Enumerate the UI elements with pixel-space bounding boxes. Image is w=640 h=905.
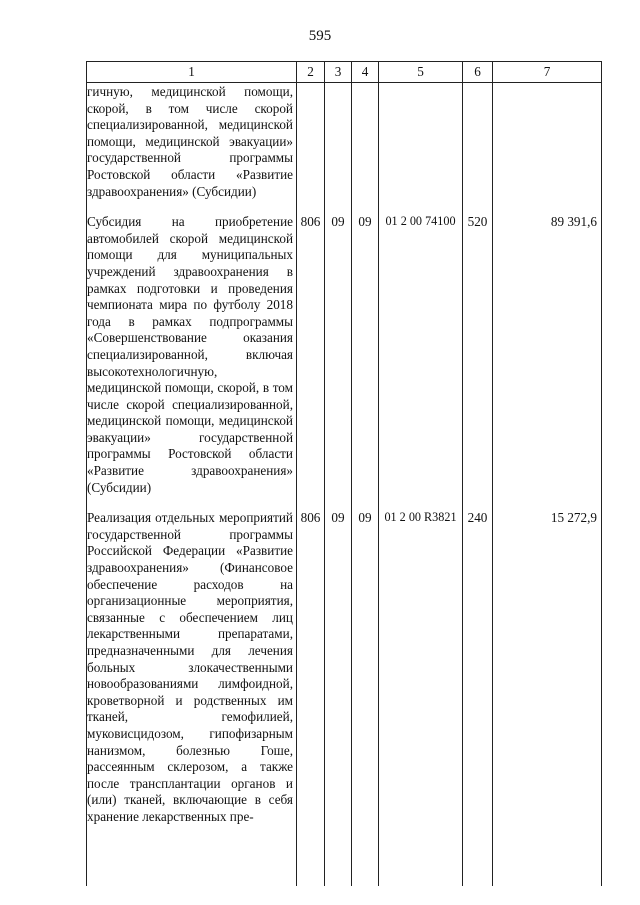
row-description: Субсидия на приобретение автомобилей скорой медицинской помощи для муниципальных учреждений здравоохранения в рамках подготовки и проведения чемпионата мира по футболу 2018 года в рамках подпрограммы «Совершенствование оказания специализированной, включая высокотехнологичную, медицинской помощи, скорой, в том числе скорой специализированной, медицинской помощи, медицинской эвакуации» государственной программы Ростовской области «Развитие здравоохранения» (Субсидии) [87, 200, 297, 496]
row-section: 09 [325, 200, 352, 496]
row-expense-type: 520 [463, 200, 493, 496]
row-ministry: 806 [297, 200, 325, 496]
row-subsection [352, 83, 379, 201]
row-ministry: 806 [297, 496, 325, 825]
col-header-6: 6 [463, 62, 493, 83]
table-row [87, 200, 602, 496]
row-section: 09 [325, 496, 352, 825]
row-target: 01 2 00 74100 [379, 200, 463, 496]
col-header-2: 2 [297, 62, 325, 83]
budget-table [86, 61, 602, 886]
row-amount [493, 83, 602, 201]
col-header-1: 1 [87, 62, 297, 83]
col-header-7: 7 [493, 62, 602, 83]
row-section [325, 83, 352, 201]
row-description: гичную, медицинской помощи, скорой, в том числе скорой специализированной, медицинской помощи, медицинской эвакуации» государственной программы Ростовской области «Развитие здравоохранения» (Субсидии) [87, 83, 297, 201]
row-target [379, 83, 463, 201]
row-subsection: 09 [352, 200, 379, 496]
row-subsection: 09 [352, 496, 379, 825]
table-row [87, 83, 602, 201]
col-header-5: 5 [379, 62, 463, 83]
header-row [87, 62, 602, 83]
row-ministry [297, 83, 325, 201]
row-target: 01 2 00 R3821 [379, 496, 463, 825]
col-header-4: 4 [352, 62, 379, 83]
row-amount: 15 272,9 [493, 496, 602, 825]
row-description: Реализация отдельных мероприятий государственной программы Российской Федерации «Развитие здравоохранения» (Финансовое обеспечение расходов на организационные мероприятия, связанные с обеспечением лиц лекарственными препаратами, предназначенными для лечения больных злокачественными новообразованиями лимфоидной, кроветворной и родственных им тканей, гемофилией, муковисцидозом, гипофизарным нанизмом, болезнью Гоше, рассеянным склерозом, а также после трансплантации органов и (или) тканей, включающие в себя хранение лекарственных пре- [87, 496, 297, 825]
row-expense-type: 240 [463, 496, 493, 825]
row-expense-type [463, 83, 493, 201]
table-row [87, 496, 602, 825]
table-continuation [87, 826, 602, 886]
page-number: 595 [308, 28, 332, 44]
col-header-3: 3 [325, 62, 352, 83]
row-amount: 89 391,6 [493, 200, 602, 496]
